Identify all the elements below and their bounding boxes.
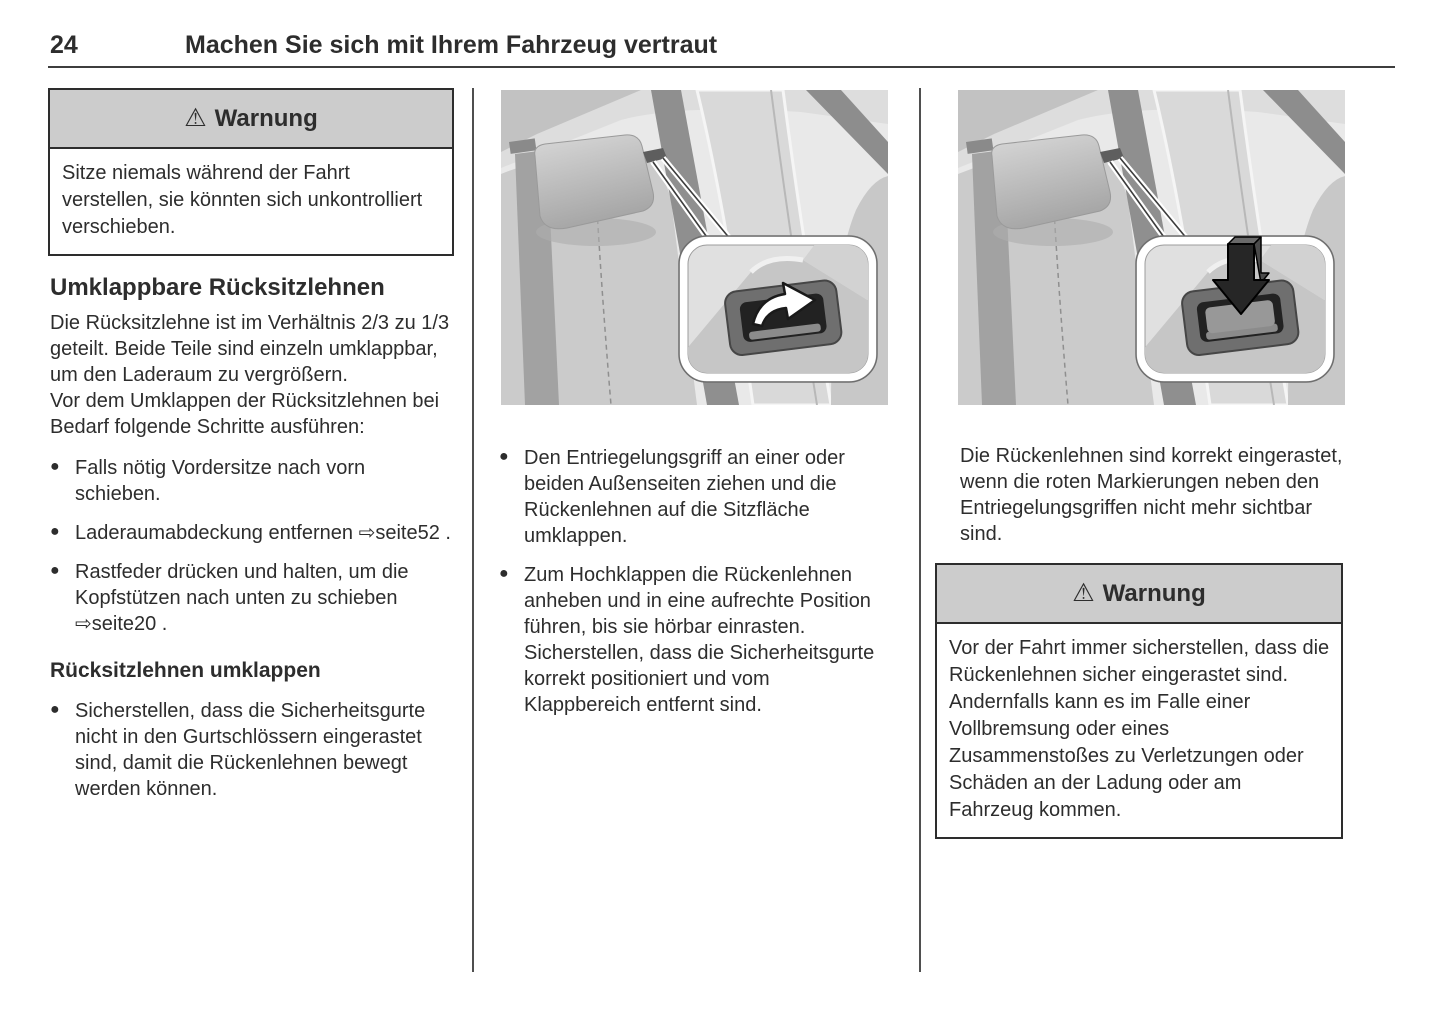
bullet-list xyxy=(497,445,889,718)
bullet-dot-icon: ● xyxy=(499,448,509,465)
bullet-list xyxy=(48,455,454,637)
paragraph: Die Rückenlehnen sind korrekt eingerastet, wenn die roten Markierungen neben den Entriegelungsgriffen nicht mehr sichtbar sind. xyxy=(960,445,1343,545)
warning-label: Warnung xyxy=(214,105,318,132)
bullet-dot-icon: ● xyxy=(50,701,60,718)
warning-label: Warnung xyxy=(1102,580,1206,607)
bullet-dot-icon: ● xyxy=(499,565,509,582)
rear-seat-release-handle-illustration xyxy=(501,90,888,405)
list-item-text: Falls nötig Vordersitze nach vorn schieben. xyxy=(75,457,366,505)
list-item-text: Den Entriegelungsgriff an einer oder beiden Außenseiten ziehen und die Rückenlehnen auf die Sitzfläche umklappen. xyxy=(524,447,845,547)
header-rule xyxy=(48,66,1395,68)
list-item-text: Rastfeder drücken und halten, um die Kopfstützen nach unten zu schieben xyxy=(75,561,409,609)
paragraph: Die Rücksitzlehne ist im Verhältnis 2/3 zu 1/3 geteilt. Beide Teile sind einzeln umklappbar, um den Laderaum zu vergrößern. xyxy=(50,312,450,386)
bullet-dot-icon: ● xyxy=(50,458,60,475)
page-ref: ⇨seite20 . xyxy=(75,613,168,635)
warning-box xyxy=(935,563,1343,839)
warning-header xyxy=(937,565,1341,624)
column-divider xyxy=(472,88,474,972)
list-item-text: Sicherstellen, dass die Sicherheitsgurte nicht in den Gurtschlössern eingerastet sind, damit die Rückenlehnen bewegt werden können. xyxy=(75,700,426,800)
list-item xyxy=(50,455,454,507)
list-item xyxy=(50,698,454,802)
warning-header xyxy=(50,90,452,149)
warning-box xyxy=(48,88,454,256)
list-item xyxy=(499,445,889,549)
bullet-list xyxy=(48,698,454,802)
page-number: 24 xyxy=(50,31,78,59)
page-ref: ⇨seite52 . xyxy=(358,522,451,544)
warning-body: Sitze niemals während der Fahrt verstellen, sie könnten sich unkontrolliert verschieben. xyxy=(62,162,423,238)
list-item xyxy=(50,520,454,546)
column-right xyxy=(935,88,1343,839)
warning-triangle-icon: ⚠ xyxy=(184,104,207,132)
list-item-text: Zum Hochklappen die Rückenlehnen anheben und in eine aufrechte Position führen, bis sie hörbar einrasten. Sicherstellen, dass die Sicherheitsgurte korrekt positioniert und vom Klappbereich entfernt sind. xyxy=(524,564,875,716)
list-item xyxy=(499,562,889,718)
bullet-dot-icon: ● xyxy=(50,562,60,579)
paragraph: Vor dem Umklappen der Rücksitzlehnen bei Bedarf folgende Schritte ausführen: xyxy=(50,390,440,438)
bullet-dot-icon: ● xyxy=(50,523,60,540)
subsection-heading: Rücksitzlehnen umklappen xyxy=(50,659,321,682)
column-divider xyxy=(919,88,921,972)
list-item-text: Laderaumabdeckung entfernen xyxy=(75,522,353,544)
warning-triangle-icon: ⚠ xyxy=(1072,579,1095,607)
column-left xyxy=(48,88,454,815)
page-title: Machen Sie sich mit Ihrem Fahrzeug vertraut xyxy=(185,31,718,59)
warning-body: Vor der Fahrt immer sicherstellen, dass die Rückenlehnen sicher eingerastet sind. Andernfalls kann es im Falle einer Vollbremsung oder eines Zusammenstoßes zu Verletzungen oder Schäden an der Ladung oder am Fahrzeug kommen. xyxy=(949,637,1330,821)
column-middle xyxy=(497,88,889,731)
section-heading: Umklappbare Rücksitzlehnen xyxy=(50,274,385,301)
list-item xyxy=(50,559,454,637)
rear-seat-latch-illustration xyxy=(958,90,1345,405)
